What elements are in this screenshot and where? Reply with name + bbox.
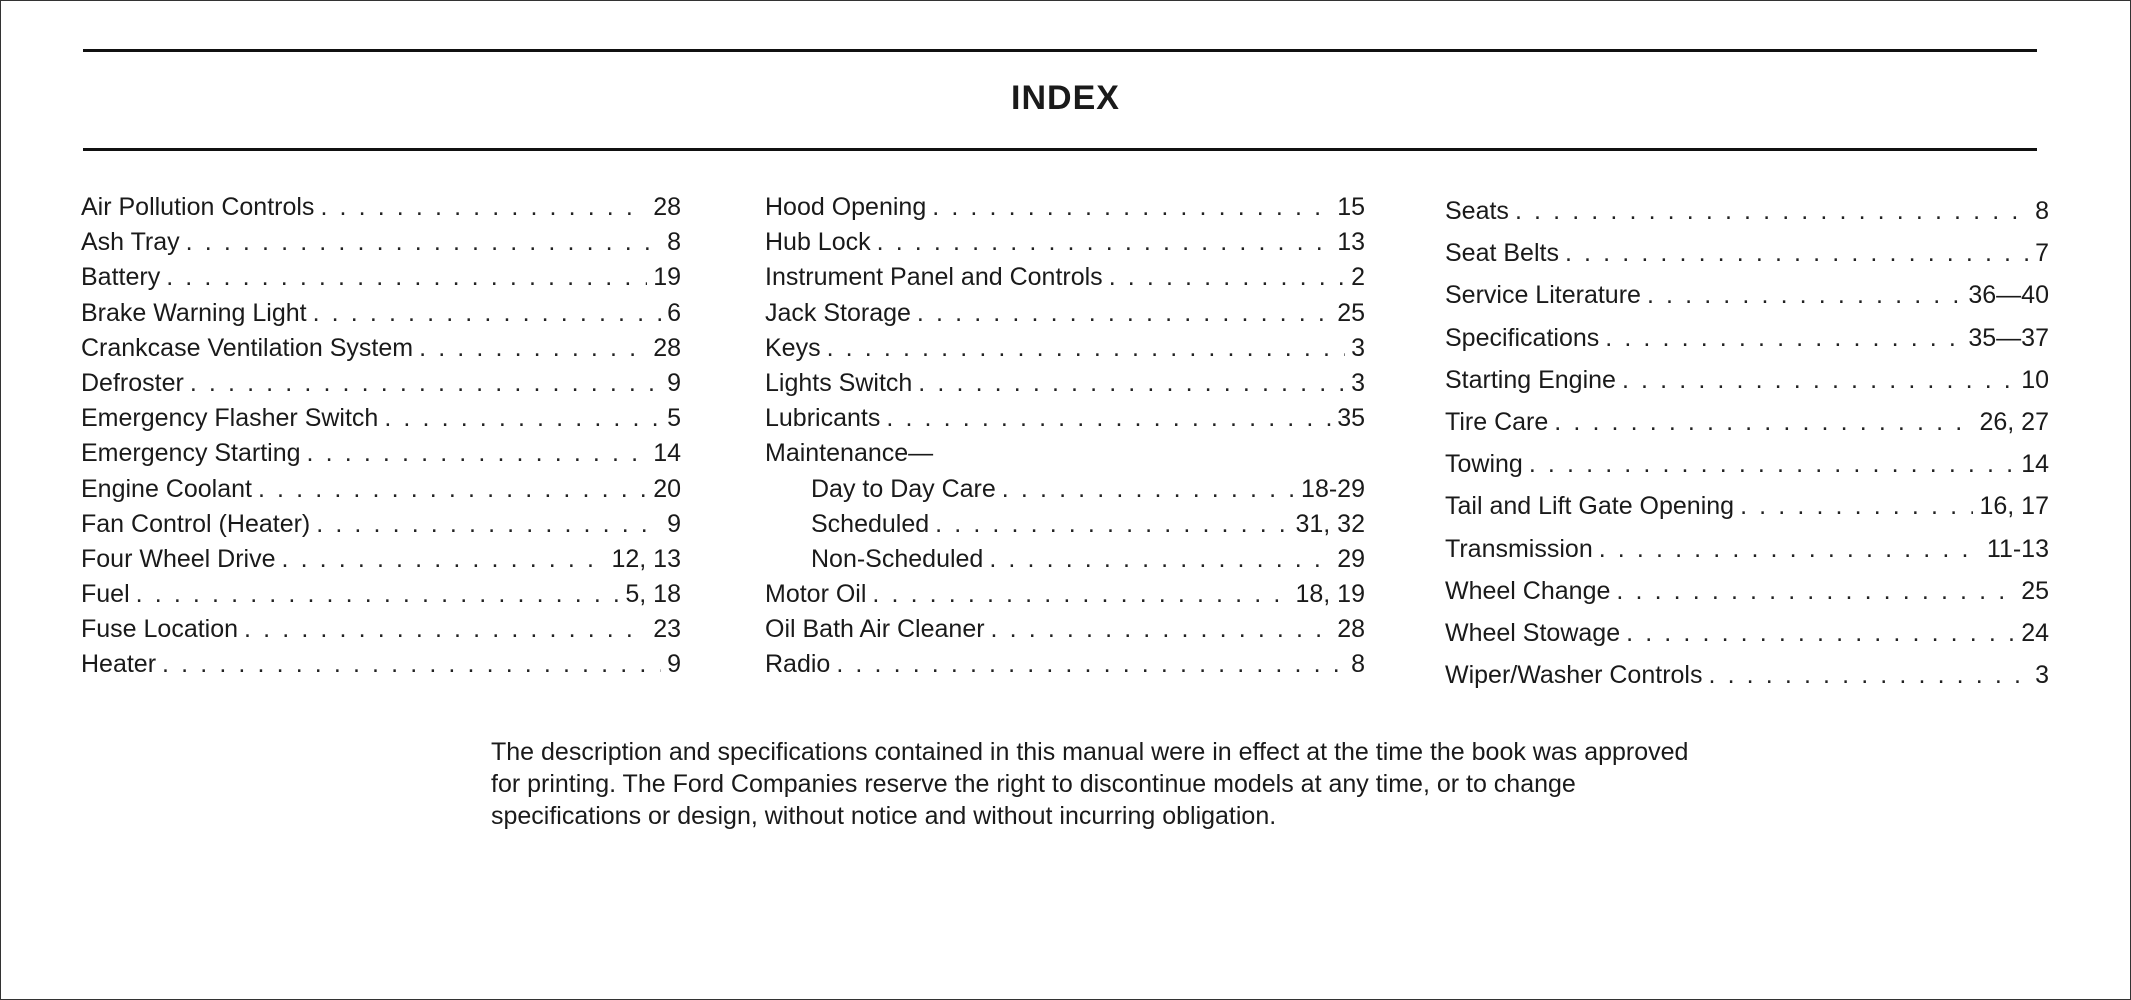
dot-leader: [282, 542, 606, 577]
index-term: Tail and Lift Gate Opening: [1445, 492, 1735, 521]
dot-leader: [1599, 528, 1981, 570]
index-entry: [765, 472, 1365, 507]
index-page-number: 11-13: [1986, 534, 2049, 563]
dot-leader: [186, 225, 661, 260]
dot-leader: [836, 647, 1345, 682]
index-page-number: 18-29: [1301, 474, 1365, 503]
index-entry: [765, 436, 1365, 471]
index-entry: [765, 507, 1365, 542]
index-entry: [765, 612, 1365, 647]
index-column-2: [765, 190, 1365, 683]
index-term: Wiper/Washer Controls: [1445, 661, 1703, 690]
index-column-3: [1445, 190, 2049, 696]
index-term: Lights Switch: [765, 368, 913, 397]
index-term: Keys: [765, 333, 821, 362]
index-entry: [1445, 274, 2049, 316]
dot-leader: [258, 472, 647, 507]
index-term: Fan Control (Heater): [81, 509, 311, 538]
dot-leader: [166, 260, 647, 295]
index-page-number: 26, 27: [1979, 407, 2049, 436]
dot-leader: [932, 190, 1331, 225]
index-term: Service Literature: [1445, 281, 1641, 310]
dot-leader: [1708, 654, 2029, 696]
index-page-number: 5, 18: [625, 580, 681, 609]
dot-leader: [991, 612, 1332, 647]
dot-leader: [313, 296, 662, 331]
index-page-number: 6: [667, 298, 681, 327]
index-entry: [765, 225, 1365, 260]
index-entry: [81, 436, 681, 471]
index-page-number: 15: [1337, 193, 1365, 221]
index-term: Hub Lock: [765, 228, 871, 257]
dot-leader: [1554, 401, 1973, 443]
index-page-number: 16, 17: [1979, 492, 2049, 521]
index-page-number: 14: [2021, 450, 2049, 479]
index-term: Towing: [1445, 450, 1523, 479]
index-entry: [1445, 570, 2049, 612]
index-entry: [765, 296, 1365, 331]
index-entry: [765, 577, 1365, 612]
index-entry: [765, 260, 1365, 295]
index-page-number: 35: [1337, 404, 1365, 433]
index-page-number: 28: [653, 333, 681, 362]
index-term: Tire Care: [1445, 407, 1549, 436]
index-entry: [81, 296, 681, 331]
index-entry: [1445, 612, 2049, 654]
index-term: Instrument Panel and Controls: [765, 263, 1103, 292]
index-entry: [765, 647, 1365, 682]
index-term: Wheel Stowage: [1445, 618, 1621, 647]
index-page-number: 31, 32: [1295, 509, 1365, 538]
index-term: Heater: [81, 650, 157, 679]
dot-leader: [419, 331, 647, 366]
index-entry: [765, 542, 1365, 577]
index-entry: [81, 542, 681, 577]
index-entry: [81, 225, 681, 260]
index-page-number: 14: [653, 439, 681, 468]
index-term: Brake Warning Light: [81, 298, 307, 327]
index-page-number: 5: [667, 404, 681, 433]
index-page-number: 25: [2021, 576, 2049, 605]
index-page-number: 18, 19: [1295, 580, 1365, 609]
index-page-number: 13: [1337, 228, 1365, 257]
index-entry: [1445, 485, 2049, 527]
index-term: Emergency Starting: [81, 439, 301, 468]
index-term: Radio: [765, 650, 831, 679]
index-entry: [81, 472, 681, 507]
index-entry: [81, 647, 681, 682]
dot-leader: [1626, 612, 2015, 654]
index-entry: [765, 190, 1365, 225]
dot-leader: [1515, 190, 2029, 232]
index-page-number: 3: [2035, 661, 2049, 690]
dot-leader: [244, 612, 647, 647]
dot-leader: [1647, 274, 1962, 316]
dot-leader: [1109, 260, 1345, 295]
index-term: Ash Tray: [81, 228, 180, 257]
index-term: Battery: [81, 263, 161, 292]
index-entry: [81, 507, 681, 542]
dot-leader: [136, 577, 620, 612]
dot-leader: [1622, 359, 2015, 401]
index-term: Seats: [1445, 197, 1509, 225]
index-entry: [1445, 232, 2049, 274]
index-term: Motor Oil: [765, 580, 867, 609]
index-page-number: 3: [1351, 333, 1365, 362]
index-entry: [1445, 528, 2049, 570]
index-term: Lubricants: [765, 404, 881, 433]
dot-leader: [1740, 485, 1973, 527]
index-term: Non-Scheduled: [811, 544, 984, 573]
dot-leader: [827, 331, 1346, 366]
index-term: Four Wheel Drive: [81, 544, 276, 573]
bottom-rule: [83, 148, 2037, 151]
index-term: Engine Coolant: [81, 474, 252, 503]
index-page-number: 7: [2035, 239, 2049, 268]
index-entry: [81, 612, 681, 647]
index-page-number: 8: [2035, 197, 2049, 225]
index-entry: [765, 366, 1365, 401]
dot-leader: [384, 401, 661, 436]
dot-leader: [1605, 317, 1962, 359]
index-page-number: 9: [667, 368, 681, 397]
index-term: Oil Bath Air Cleaner: [765, 615, 985, 644]
index-page-number: 8: [667, 228, 681, 257]
index-page-number: 28: [1337, 615, 1365, 644]
index-entry: [81, 366, 681, 401]
index-page-number: 19: [653, 263, 681, 292]
dot-leader: [872, 577, 1289, 612]
index-page-number: 9: [667, 650, 681, 679]
index-page-number: 3: [1351, 368, 1365, 397]
page-title: INDEX: [1011, 79, 1120, 117]
index-term: Hood Opening: [765, 193, 927, 221]
dot-leader: [918, 366, 1345, 401]
index-entry: [81, 260, 681, 295]
index-page-number: 12, 13: [611, 544, 681, 573]
index-term: Starting Engine: [1445, 365, 1616, 394]
disclaimer-notice: The description and specifications contained in this manual were in effect at the time the book was approved for printing. The Ford Companies reserve the right to discontinue models at any time, or to change specifications or design, without notice and without incurring obligation.: [491, 738, 1689, 830]
index-page-number: 9: [667, 509, 681, 538]
index-page-number: 25: [1337, 298, 1365, 327]
index-entry: [1445, 359, 2049, 401]
index-entry: [81, 190, 681, 225]
index-term: Emergency Flasher Switch: [81, 404, 379, 433]
index-page-number: 24: [2021, 618, 2049, 647]
index-entry: [81, 401, 681, 436]
index-entry: [1445, 190, 2049, 232]
index-term: Fuse Location: [81, 615, 239, 644]
index-term: Air Pollution Controls: [81, 193, 315, 221]
index-entry: [1445, 443, 2049, 485]
dot-leader: [1616, 570, 2015, 612]
index-page-number: 23: [653, 615, 681, 644]
dot-leader: [162, 647, 661, 682]
index-entry: [765, 331, 1365, 366]
index-term: Fuel: [81, 580, 130, 609]
index-page-number: 20: [653, 474, 681, 503]
index-entry: [1445, 401, 2049, 443]
dot-leader: [1529, 443, 2015, 485]
index-term: Scheduled: [811, 509, 930, 538]
index-column-1: [81, 190, 681, 683]
dot-leader: [935, 507, 1289, 542]
index-page-number: 29: [1337, 544, 1365, 573]
index-term: Specifications: [1445, 323, 1600, 352]
index-entry: [1445, 317, 2049, 359]
index-term: Wheel Change: [1445, 576, 1611, 605]
dot-leader: [316, 507, 661, 542]
dot-leader: [1002, 472, 1295, 507]
dot-leader: [989, 542, 1331, 577]
dot-leader: [307, 436, 648, 471]
dot-leader: [917, 296, 1331, 331]
index-page-number: 28: [653, 193, 681, 221]
dot-leader: [886, 401, 1331, 436]
index-page-number: 10: [2021, 365, 2049, 394]
index-entry: [1445, 654, 2049, 696]
dot-leader: [190, 366, 661, 401]
top-rule: [83, 49, 2037, 52]
index-term: Seat Belts: [1445, 239, 1559, 268]
index-entry: [765, 401, 1365, 436]
index-entry: [81, 577, 681, 612]
index-term: Maintenance—: [765, 439, 934, 468]
index-term: Crankcase Ventilation System: [81, 333, 414, 362]
dot-leader: [320, 190, 647, 225]
index-page-number: 2: [1351, 263, 1365, 292]
index-entry: [81, 331, 681, 366]
dot-leader: [877, 225, 1332, 260]
index-term: Day to Day Care: [811, 474, 996, 503]
dot-leader: [1565, 232, 2029, 274]
index-term: Defroster: [81, 368, 184, 397]
index-term: Jack Storage: [765, 298, 911, 327]
index-page-number: 35—37: [1968, 323, 2049, 352]
index-page-number: 36—40: [1968, 281, 2049, 310]
index-page-number: 8: [1351, 650, 1365, 679]
index-term: Transmission: [1445, 534, 1593, 563]
